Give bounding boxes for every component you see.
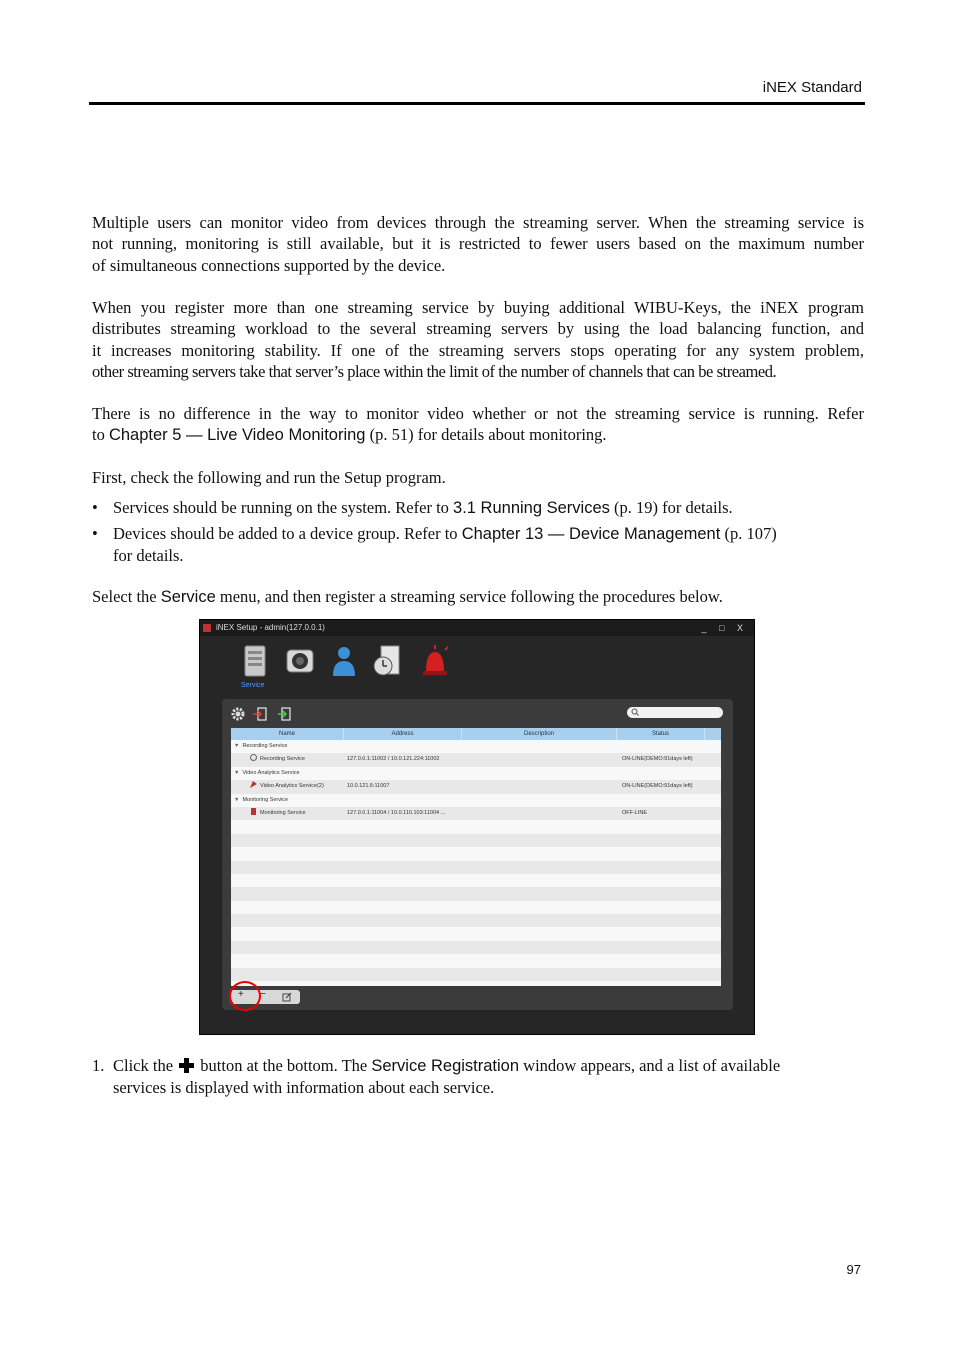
login-icon[interactable] <box>276 706 292 722</box>
expand-icon[interactable]: ▼ <box>234 743 240 749</box>
bullet-dot: • <box>92 524 98 543</box>
column-header-status[interactable]: Status <box>617 728 705 740</box>
group-row-recording[interactable]: ▼ Recording Service <box>231 740 721 753</box>
column-header-address[interactable]: Address <box>344 728 462 740</box>
bullet-dot: • <box>92 498 98 517</box>
search-input[interactable] <box>627 707 723 718</box>
empty-row <box>231 834 721 847</box>
app-icon <box>203 624 211 632</box>
logout-icon[interactable] <box>252 706 268 722</box>
page-number: 97 <box>846 1262 861 1277</box>
empty-row <box>231 874 721 887</box>
empty-row <box>231 927 721 940</box>
table-row[interactable]: Recording Service 127.0.0.1:11002 / 10.0.121.224:11002 ON-LINE(DEMO:91days left) <box>231 753 721 766</box>
device-management-link[interactable]: Chapter 13 — Device Management <box>461 525 721 543</box>
user-icon[interactable] <box>329 644 359 678</box>
note-line-1: There is no difference in the way to monitor video whether or not the streaming service is running. Refer <box>92 404 864 423</box>
schedule-icon[interactable] <box>372 644 402 678</box>
empty-row <box>231 954 721 967</box>
setup-screenshot <box>199 619 755 1035</box>
lb-line-1: When you register more than one streaming service by buying additional WIBU-Keys, the iNEX program <box>92 298 864 317</box>
intro-line-2: not running, monitoring is still available, but it is restricted to fewer users based on the maximum number <box>92 234 864 254</box>
highlight-circle <box>229 981 261 1011</box>
header-rule <box>89 102 865 105</box>
table-row[interactable]: Monitoring Service 127.0.0.1:11004 / 10.0.110.103:11004 ... OFF-LINE <box>231 807 721 820</box>
group-row-monitoring[interactable]: ▼ Monitoring Service <box>231 794 721 807</box>
monitoring-service-icon <box>250 808 257 815</box>
empty-row <box>231 847 721 860</box>
select-service-paragraph: Select the Service menu, and then register a streaming service following the procedures below. <box>92 587 723 606</box>
recording-service-icon <box>250 754 257 761</box>
grid-header <box>231 728 721 740</box>
plus-icon <box>179 1058 194 1073</box>
intro-line-1: Multiple users can monitor video from devices through the streaming server. When the streaming service is <box>92 213 864 232</box>
empty-row <box>231 968 721 981</box>
grid-body <box>231 740 721 986</box>
service-panel <box>222 699 733 1010</box>
empty-row <box>231 901 721 914</box>
empty-row <box>231 861 721 874</box>
service-server-icon[interactable] <box>240 644 270 678</box>
lb-line-3: it increases monitoring stability. If one of the streaming servers stops operating for any system problem, <box>92 340 864 360</box>
note-line-2: to Chapter 5 — Live Video Monitoring (p. 51) for details about monitoring. <box>92 425 607 445</box>
empty-row <box>231 981 721 986</box>
bullet-item-devices: • Devices should be added to a device group. Refer to Chapter 13 — Device Management (p. 107) for details. <box>92 524 777 565</box>
window-titlebar <box>200 620 754 636</box>
add-service-button[interactable]: + <box>238 989 244 1000</box>
bullet-item-services: • Services should be running on the system. Refer to 3.1 Running Services (p. 19) for details. <box>92 498 733 517</box>
service-registration-ref: Service Registration <box>371 1057 520 1075</box>
toolbar-label-service: Service <box>241 682 265 689</box>
empty-row <box>231 887 721 900</box>
intro-line-3: of simultaneous connections supported by the device. <box>92 255 446 275</box>
step-1 <box>92 1055 864 1099</box>
step-number: 1. <box>92 1056 105 1075</box>
step-1-text: Click the button at the bottom. The Service Registration window appears, and a list of available services is displayed with information about each service. <box>113 1056 781 1098</box>
prerequisite-list <box>92 497 864 570</box>
service-menu-ref: Service <box>160 588 216 606</box>
gear-icon[interactable] <box>230 706 246 722</box>
lb-line-4: other streaming servers take that server’s place within the limit of the number of channels that can be streamed. <box>92 361 777 381</box>
intro-paragraph <box>92 212 864 276</box>
expand-icon[interactable]: ▼ <box>234 769 240 776</box>
chapter-5-link[interactable]: Chapter 5 — Live Video Monitoring <box>108 426 366 445</box>
check-paragraph: First, check the following and run the Setup program. <box>92 468 446 487</box>
alarm-siren-icon[interactable] <box>420 644 450 678</box>
column-header-name[interactable]: Name <box>231 728 344 740</box>
search-icon <box>631 708 639 716</box>
expand-icon[interactable]: ▼ <box>234 796 240 803</box>
analytics-service-icon <box>250 781 257 788</box>
table-row[interactable]: Video Analytics Service(2) 10.0.121.6:11007 ON-LINE(DEMO:91days left) <box>231 780 721 793</box>
remove-service-button[interactable]: − <box>260 989 266 1000</box>
window-controls[interactable]: _ □ X <box>701 623 748 633</box>
empty-row <box>231 914 721 927</box>
page-header-title: iNEX Standard <box>762 79 862 96</box>
column-header-description[interactable]: Description <box>462 728 617 740</box>
edit-icon[interactable] <box>282 992 292 1002</box>
service-list-grid <box>231 728 721 986</box>
monitoring-note-paragraph <box>92 403 864 447</box>
empty-row <box>231 820 721 833</box>
window-title: iNEX Setup - admin(127.0.0.1) <box>216 623 325 632</box>
running-services-link[interactable]: 3.1 Running Services <box>453 499 610 517</box>
group-row-analytics[interactable]: ▼ Video Analytics Service <box>231 767 721 780</box>
lb-line-2: distributes streaming workload to the several streaming servers by using the load balancing function, and <box>92 319 864 339</box>
main-toolbar <box>200 636 754 696</box>
empty-row <box>231 941 721 954</box>
camera-device-icon[interactable] <box>285 644 315 678</box>
load-balancing-paragraph <box>92 297 864 382</box>
